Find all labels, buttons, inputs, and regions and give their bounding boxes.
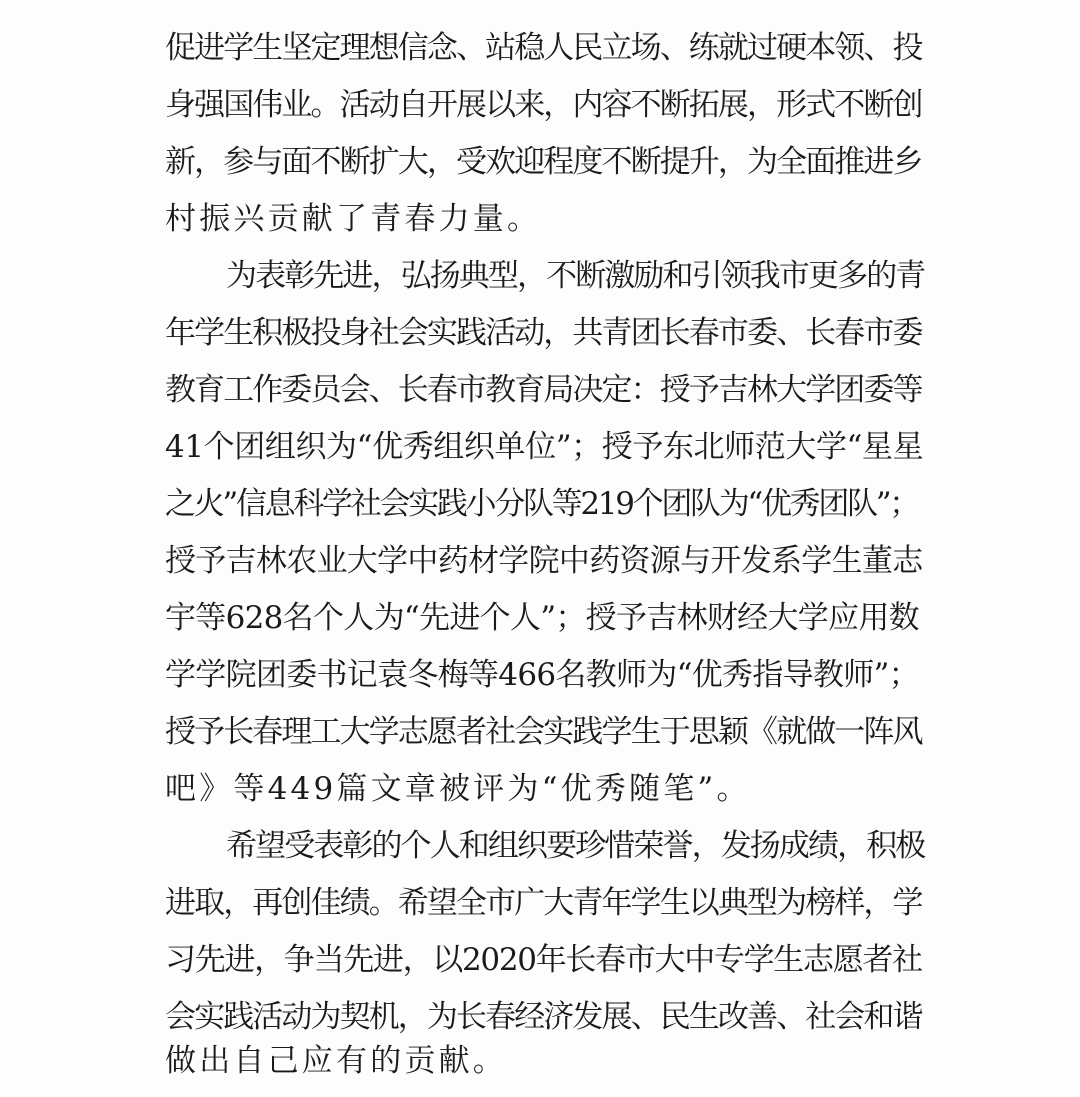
paragraph-3-line-1: 希望受表彰的个人和组织要珍惜荣誉，发扬成绩，积极 — [226, 828, 925, 864]
paragraph-2-line-8: 学学院团委书记袁冬梅等466名教师为“优秀指导教师”； — [165, 657, 919, 693]
paragraph-2-line-5: 之火”信息科学社会实践小分队等219个团队为“优秀团队”； — [165, 486, 919, 522]
paragraph-2-line-1: 为表彰先进，弘扬典型，不断激励和引领我市更多的青 — [226, 258, 925, 294]
paragraph-2-line-4: 41个团组织为“优秀组织单位”；授予东北师范大学“星星 — [165, 429, 924, 465]
paragraph-1-line-4: 村振兴贡献了青春力量。 — [165, 201, 542, 237]
paragraph-2-line-9: 授予长春理工大学志愿者社会实践学生于思颖《就做一阵风 — [165, 714, 922, 750]
paragraph-3-line-4: 会实践活动为契机，为长春经济发展、民生改善、社会和谐 — [165, 999, 922, 1035]
paragraph-1-line-3: 新，参与面不断扩大，受欢迎程度不断提升，为全面推进乡 — [165, 144, 922, 180]
paragraph-2-line-6: 授予吉林农业大学中药材学院中药资源与开发系学生董志 — [165, 543, 923, 579]
paragraph-3-line-2: 进取，再创佳绩。希望全市广大青年学生以典型为榜样，学 — [165, 885, 922, 921]
paragraph-1-line-2: 身强国伟业。活动自开展以来，内容不断拓展，形式不断创 — [165, 87, 922, 123]
paragraph-2-line-7: 宇等628名个人为“先进个人”；授予吉林财经大学应用数 — [165, 600, 919, 636]
paragraph-1-line-1: 促进学生坚定理想信念、站稳人民立场、练就过硬本领、投 — [165, 30, 922, 66]
paragraph-2-line-10: 吧》等449篇文章被评为“优秀随笔”。 — [165, 771, 751, 807]
paragraph-3-line-5: 做出自己应有的贡献。 — [165, 1043, 507, 1079]
paragraph-2-line-2: 年学生积极投身社会实践活动，共青团长春市委、长春市委 — [165, 315, 922, 351]
paragraph-3-line-3: 习先进，争当先进，以2020年长春市大中专学生志愿者社 — [165, 942, 922, 978]
paragraph-2-line-3: 教育工作委员会、长春市教育局决定：授予吉林大学团委等 — [165, 372, 922, 408]
